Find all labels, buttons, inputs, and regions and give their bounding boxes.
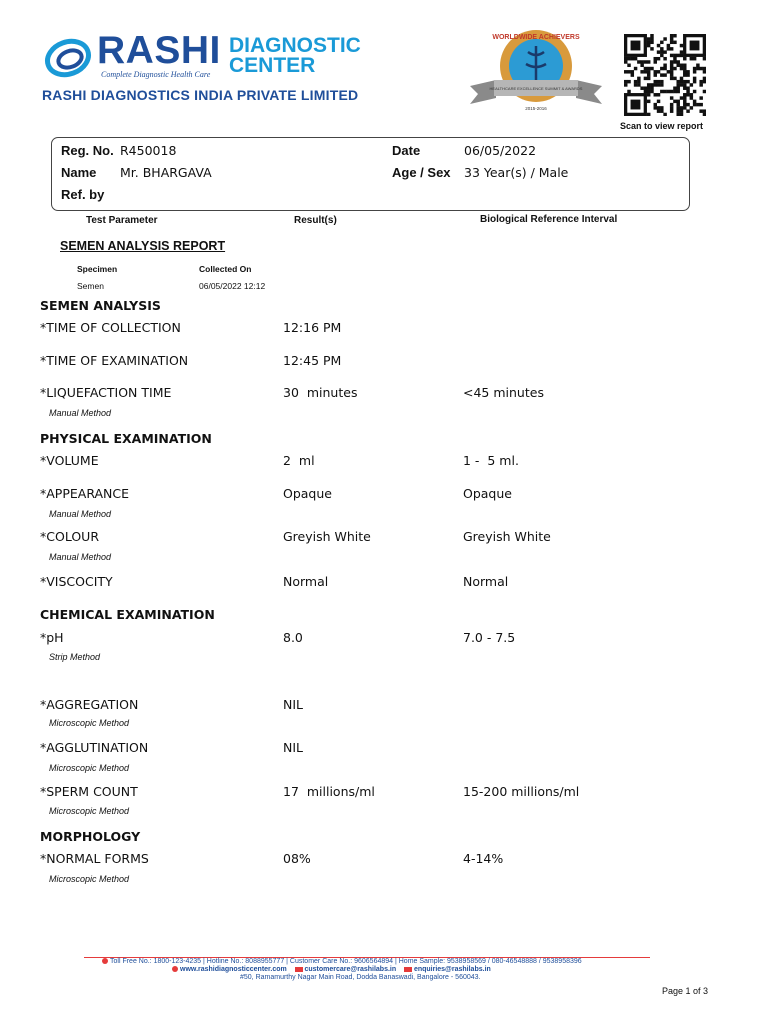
mail-icon: [404, 967, 412, 972]
param-liquefaction-time: *LIQUEFACTION TIME: [40, 385, 172, 400]
result-ph: 8.0: [283, 630, 303, 645]
param-appearance: *APPEARANCE: [40, 486, 130, 501]
ref-volume: 1 - 5 ml.: [463, 453, 519, 468]
footer-address: #50, Ramamurthy Nagar Main Road, Dodda Banaswadi, Bangalore - 560043.: [240, 974, 481, 981]
footer-website[interactable]: www.rashidiagnosticcenter.com: [180, 966, 287, 973]
param-colour: *COLOUR: [40, 529, 100, 544]
method-normal-forms: Microscopic Method: [49, 874, 130, 884]
section-physical-examination: PHYSICAL EXAMINATION: [40, 431, 212, 446]
result-agglutination: NIL: [283, 740, 304, 755]
section-semen-analysis: SEMEN ANALYSIS: [40, 298, 161, 313]
result-time-of-examination: 12:45 PM: [283, 353, 342, 368]
ref-sperm-count: 15-200 millions/ml: [463, 784, 580, 799]
collected-on-value: 06/05/2022 12:12: [199, 281, 266, 291]
age-sex-label: Age / Sex: [392, 165, 451, 180]
param-sperm-count: *SPERM COUNT: [40, 784, 138, 799]
ref-label: Ref. by: [61, 187, 105, 202]
ref-ph: 7.0 - 7.5: [463, 630, 516, 645]
param-aggregation: *AGGREGATION: [40, 697, 139, 712]
method-sperm-count: Microscopic Method: [49, 806, 130, 816]
scan-label: Scan to view report: [620, 121, 704, 131]
result-colour: Greyish White: [283, 529, 371, 544]
badge-ribbon-text: HEALTHCARE EXCELLENCE SUMMIT & AWARDS: [489, 86, 583, 91]
company-name: RASHI DIAGNOSTICS INDIA PRIVATE LIMITED: [42, 87, 359, 103]
reg-value: R450018: [120, 143, 177, 158]
phone-icon: [102, 958, 108, 964]
param-time-of-examination: *TIME OF EXAMINATION: [40, 353, 189, 368]
ref-appearance: Opaque: [463, 486, 512, 501]
date-label: Date: [392, 143, 421, 158]
section-chemical-examination: CHEMICAL EXAMINATION: [40, 607, 215, 622]
param-agglutination: *AGGLUTINATION: [40, 740, 149, 755]
footer-email-customercare[interactable]: customercare@rashilabs.in: [304, 966, 397, 973]
ref-viscocity: Normal: [463, 574, 509, 589]
result-liquefaction-time: 30 minutes: [283, 385, 358, 400]
rashi-logo-swoosh: [44, 37, 94, 79]
name-label: Name: [61, 165, 97, 180]
method-colour: Manual Method: [49, 552, 112, 562]
method-aggregation: Microscopic Method: [49, 718, 130, 728]
method-ph: Strip Method: [49, 652, 101, 662]
col-test-parameter: Test Parameter: [86, 215, 158, 226]
method-liquefaction-time: Manual Method: [49, 408, 112, 418]
param-time-of-collection: *TIME OF COLLECTION: [40, 320, 181, 335]
mail-icon: [295, 967, 303, 972]
report-title: SEMEN ANALYSIS REPORT: [60, 239, 226, 253]
method-appearance: Manual Method: [49, 509, 112, 519]
ref-normal-forms: 4-14%: [463, 851, 504, 866]
qr-code-icon[interactable]: [624, 34, 706, 116]
footer-web-line: [172, 966, 491, 973]
badge-text: WORLDWIDE ACHIEVERS: [492, 34, 580, 41]
param-ph: *pH: [40, 630, 64, 645]
footer-contact-line: Toll Free No.: 1800-123-4235 | Hotline No.: 8088955777 | Customer Care No.: 9606564894 | Home Sample: 9538958569 / 080-46548888 / 9538958396: [102, 958, 582, 965]
method-agglutination: Microscopic Method: [49, 763, 130, 773]
param-volume: *VOLUME: [40, 453, 99, 468]
brand-tagline: Complete Diagnostic Health Care: [101, 70, 211, 79]
section-morphology: MORPHOLOGY: [40, 829, 141, 844]
page-number: Page 1 of 3: [662, 986, 709, 996]
globe-icon: [172, 966, 178, 972]
result-aggregation: NIL: [283, 697, 304, 712]
ref-liquefaction-time: <45 minutes: [463, 385, 544, 400]
result-viscocity: Normal: [283, 574, 329, 589]
result-normal-forms: 08%: [283, 851, 311, 866]
ref-colour: Greyish White: [463, 529, 551, 544]
badge-year: 2015-2016: [525, 106, 547, 111]
specimen-value: Semen: [77, 281, 104, 291]
date-value: 06/05/2022: [464, 143, 537, 158]
param-normal-forms: *NORMAL FORMS: [40, 851, 149, 866]
name-value: Mr. BHARGAVA: [120, 165, 212, 180]
footer-email-enquiries[interactable]: enquiries@rashilabs.in: [413, 966, 491, 973]
award-badge-icon: [466, 24, 606, 116]
collected-on-label: Collected On: [199, 264, 252, 274]
result-time-of-collection: 12:16 PM: [283, 320, 342, 335]
reg-label: Reg. No.: [61, 143, 114, 158]
col-reference-interval: Biological Reference Interval: [480, 214, 618, 225]
brand-subtitle: DIAGNOSTIC CENTER: [229, 34, 361, 77]
result-sperm-count: 17 millions/ml: [283, 784, 375, 799]
result-volume: 2 ml: [283, 453, 315, 468]
brand-name: RASHI: [97, 29, 221, 72]
col-results: Result(s): [294, 215, 337, 226]
param-viscocity: *VISCOCITY: [40, 574, 113, 589]
result-appearance: Opaque: [283, 486, 332, 501]
age-sex-value: 33 Year(s) / Male: [464, 165, 569, 180]
specimen-label: Specimen: [77, 264, 118, 274]
